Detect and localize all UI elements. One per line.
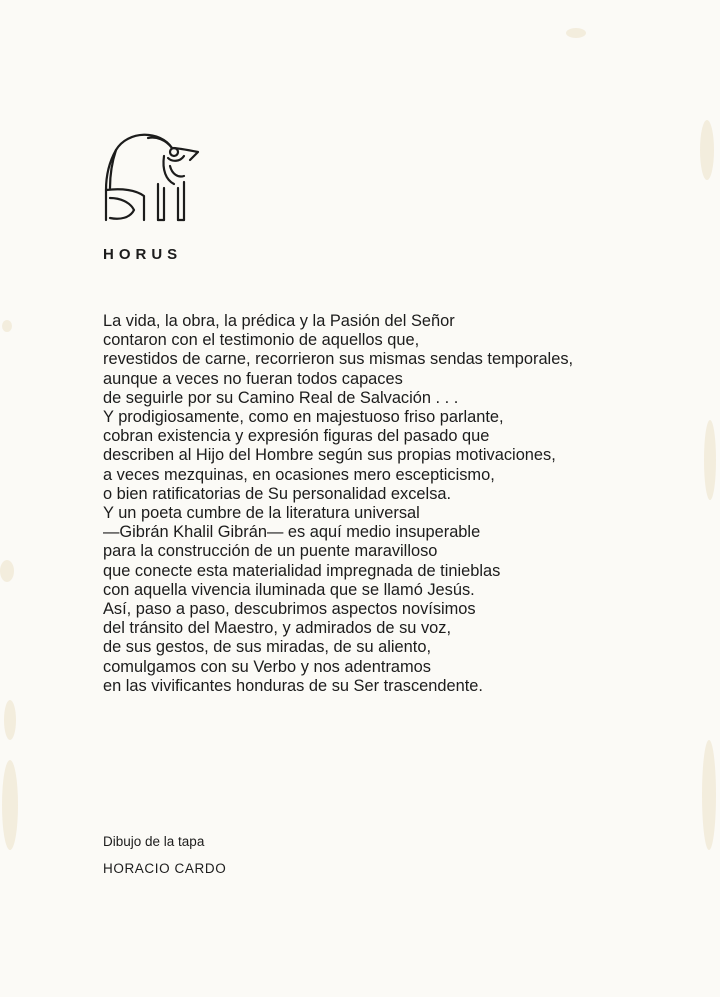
paper-stain: [702, 740, 716, 850]
paper-stain: [2, 760, 18, 850]
blurb-line: con aquella vivencia iluminada que se llamó Jesús.: [103, 580, 475, 599]
blurb-line: de seguirle por su Camino Real de Salvación . . .: [103, 388, 459, 407]
paper-stain: [0, 560, 14, 582]
cover-artist-name: HORACIO CARDO: [103, 861, 227, 876]
blurb-line: del tránsito del Maestro, y admirados de su voz,: [103, 619, 452, 638]
blurb-line: revestidos de carne, recorrieron sus mismas sendas temporales,: [103, 350, 574, 369]
blurb-line: que conecte esta materialidad impregnada de tinieblas: [103, 561, 501, 580]
paper-stain: [700, 120, 714, 180]
paper-stain: [704, 420, 716, 500]
blurb-line: en las vivificantes honduras de su Ser trascendente.: [103, 676, 483, 695]
blurb-line: cobran existencia y expresión figuras del pasado que: [103, 427, 490, 446]
blurb-line: de sus gestos, de sus miradas, de su aliento,: [103, 638, 431, 657]
brand-name: HORUS: [103, 246, 183, 263]
horus-falcon-icon: [98, 126, 206, 228]
paper-stain: [566, 28, 586, 38]
blurb-line: a veces mezquinas, en ocasiones mero escepticismo,: [103, 465, 495, 484]
paper-stain: [4, 700, 16, 740]
blurb-line: comulgamos con su Verbo y nos adentramos: [103, 657, 431, 676]
blurb-line: o bien ratificatorias de Su personalidad excelsa.: [103, 484, 452, 503]
blurb-line: Y un poeta cumbre de la literatura universal: [103, 504, 420, 523]
blurb-line: para la construcción de un puente maravilloso: [103, 542, 438, 561]
paper-stain: [2, 320, 12, 332]
blurb-line: Y prodigiosamente, como en majestuoso friso parlante,: [103, 408, 504, 427]
blurb-line: aunque a veces no fueran todos capaces: [103, 369, 403, 388]
blurb: [103, 312, 703, 696]
blurb-line: —Gibrán Khalil Gibrán— es aquí medio insuperable: [103, 523, 481, 542]
blurb-line: Así, paso a paso, descubrimos aspectos novísimos: [103, 600, 476, 619]
blurb-line: contaron con el testimonio de aquellos que,: [103, 331, 420, 350]
blurb-line: La vida, la obra, la prédica y la Pasión del Señor: [103, 312, 455, 330]
blurb-line: describen al Hijo del Hombre según sus propias motivaciones,: [103, 446, 556, 465]
cover-credit-label: Dibujo de la tapa: [103, 834, 205, 849]
